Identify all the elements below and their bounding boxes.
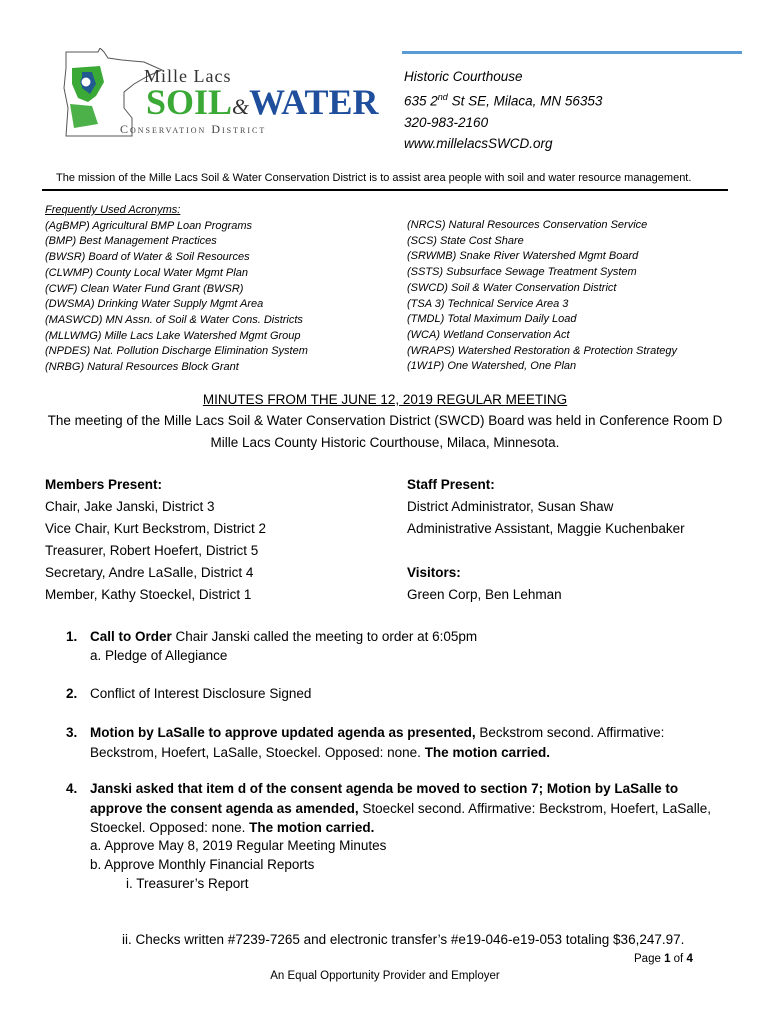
visitor-item: Green Corp, Ben Lehman <box>407 587 562 602</box>
acronym-item: (NRCS) Natural Resources Conservation Service <box>407 219 648 231</box>
acronym-item: (DWSMA) Drinking Water Supply Mgmt Area <box>45 298 264 311</box>
address-line2 <box>404 87 602 112</box>
meeting-intro <box>0 410 770 454</box>
members-present <box>45 474 266 606</box>
address-street-number: 635 2 <box>404 93 438 109</box>
member-item: Member, Kathy Stoeckel, District 1 <box>45 587 252 602</box>
acronyms-heading: Frequently Used Acronyms: <box>45 204 181 216</box>
member-item: Vice Chair, Kurt Beckstrom, District 2 <box>45 521 267 536</box>
acronym-item: (BWSR) Board of Water & Soil Resources <box>45 251 250 264</box>
page-label: Page <box>634 953 665 965</box>
member-item: Treasurer, Robert Hoefert, District 5 <box>45 543 259 558</box>
item-bold-lead: Janski asked that item d of the consent agenda be moved to section 7; Motion by LaSalle to approve the consent agenda as amended, <box>90 781 679 816</box>
acronym-item: (NRBG) Natural Resources Block Grant <box>45 361 239 374</box>
page-current: 1 <box>664 953 671 965</box>
item-1-sub-a: a. Pledge of Allegiance <box>90 648 228 663</box>
member-item: Chair, Jake Janski, District 3 <box>45 499 215 514</box>
contact-block <box>404 66 602 154</box>
item-motion-result: The motion carried. <box>424 744 550 760</box>
acronym-list-right <box>407 218 677 375</box>
acronym-item: (MASWCD) MN Assn. of Soil & Water Cons. Districts <box>45 313 303 326</box>
item-number: 1. <box>66 629 78 644</box>
member-item: Secretary, Andre LaSalle, District 4 <box>45 565 254 580</box>
item-4-sub-b: b. Approve Monthly Financial Reports <box>90 857 315 872</box>
logo-water: WATER <box>249 82 379 122</box>
logo-line2 <box>146 84 379 125</box>
logo-line3: Conservation District <box>120 122 267 136</box>
header-accent-line <box>402 51 742 54</box>
intro-line2: Mille Lacs County Historic Courthouse, Milaca, Minnesota. <box>210 435 560 450</box>
item-4-sub-i: i. Treasurer’s Report <box>126 876 249 891</box>
members-heading: Members Present: <box>45 477 163 492</box>
acronym-item: (CWF) Clean Water Fund Grant (BWSR) <box>45 282 244 295</box>
staff-heading: Staff Present: <box>407 477 495 492</box>
logo-soil: SOIL <box>146 82 233 122</box>
item-body <box>90 723 730 762</box>
item-text: Conflict of Interest Disclosure Signed <box>90 686 312 701</box>
minutes-title: MINUTES FROM THE JUNE 12, 2019 REGULAR MEETING <box>202 392 568 407</box>
address-line1: Historic Courthouse <box>404 69 523 84</box>
address-ordinal: nd <box>437 92 448 102</box>
acronym-item: (AgBMP) Agricultural BMP Loan Programs <box>45 219 253 232</box>
staff-item: District Administrator, Susan Shaw <box>407 499 614 514</box>
item-number: 4. <box>66 781 78 796</box>
mission-statement: The mission of the Mille Lacs Soil & Water Conservation District is to assist area people with soil and water resource management. <box>56 172 692 184</box>
acronym-item: (BMP) Best Management Practices <box>45 235 217 248</box>
acronym-list-left <box>45 203 308 376</box>
acronym-item: (MLLWMG) Mille Lacs Lake Watershed Mgmt Group <box>45 329 301 342</box>
phone-number: 320-983-2160 <box>404 114 489 130</box>
page-number <box>634 953 693 965</box>
item-body <box>90 627 730 647</box>
staff-item: Administrative Assistant, Maggie Kuchenbaker <box>407 521 685 536</box>
acronym-item: (CLWMP) County Local Water Mgmt Plan <box>45 266 248 279</box>
district-logo <box>52 48 379 138</box>
item-bold-lead: Call to Order <box>90 629 172 644</box>
acronym-item: (SWCD) Soil & Water Conservation District <box>407 281 617 294</box>
acronym-item: (WRAPS) Watershed Restoration & Protection Strategy <box>407 344 678 357</box>
acronym-item: (1W1P) One Watershed, One Plan <box>407 360 577 373</box>
item-text: Beckstrom second. Affirmative: Beckstrom, Hoefert, LaSalle, Stoeckel. Opposed: none. <box>90 725 665 760</box>
item-motion-result: The motion carried. <box>249 820 375 835</box>
acronym-item: (TSA 3) Technical Service Area 3 <box>407 297 569 310</box>
page-total: 4 <box>686 953 693 965</box>
acronym-item: (SRWMB) Snake River Watershed Mgmt Board <box>407 250 639 263</box>
header-divider <box>42 189 728 191</box>
item-bold-lead: Motion by LaSalle to approve updated agenda as presented, <box>90 725 476 740</box>
acronym-item: (SCS) State Cost Share <box>407 234 524 247</box>
logo-amp: & <box>232 94 250 119</box>
page-of: of <box>670 953 687 965</box>
item-text: Chair Janski called the meeting to order at 6:05pm <box>171 629 478 644</box>
staff-present <box>407 474 685 540</box>
item-number: 2. <box>66 686 78 701</box>
visitors <box>407 562 562 606</box>
acronym-item: (WCA) Wetland Conservation Act <box>407 328 570 341</box>
item-text: Stoeckel second. Affirmative: Beckstrom, Hoefert, LaSalle, Stoeckel. Opposed: none. <box>90 800 711 835</box>
acronym-item: (TMDL) Total Maximum Daily Load <box>407 313 577 326</box>
acronym-item: (SSTS) Subsurface Sewage Treatment System <box>407 266 637 279</box>
item-body <box>90 779 730 838</box>
visitors-heading: Visitors: <box>407 565 461 580</box>
acronym-item: (NPDES) Nat. Pollution Discharge Elimination System <box>45 345 308 358</box>
address-rest: St SE, Milaca, MN 56353 <box>447 93 603 109</box>
item-4-sub-ii: ii. Checks written #7239-7265 and electronic transfer’s #e19-046-e19-053 totaling $36,247.97. <box>122 932 685 947</box>
equal-opportunity-footer: An Equal Opportunity Provider and Employer <box>270 970 500 982</box>
logo-line1: Mille Lacs <box>144 66 232 86</box>
intro-line1: The meeting of the Mille Lacs Soil & Water Conservation District (SWCD) Board was held in Conference Room D <box>47 413 723 428</box>
item-4-sub-a: a. Approve May 8, 2019 Regular Meeting Minutes <box>90 838 387 853</box>
item-number: 3. <box>66 725 78 740</box>
website-link[interactable]: www.millelacsSWCD.org <box>404 135 553 151</box>
